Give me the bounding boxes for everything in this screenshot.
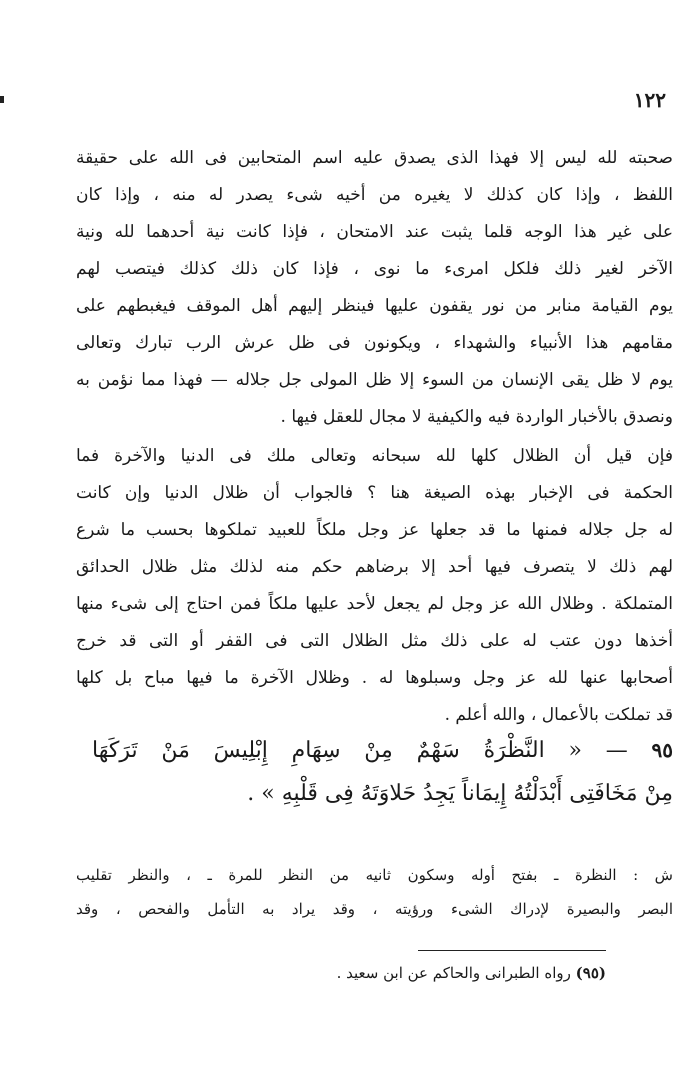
text-line: المتملكة . وظلال الله عز وجل لم يجعل لأحد عليها ملكاً فمن احتاج إلى شىء منها (76, 594, 673, 614)
text-line: اللفظ ، وإذا كان كذلك لا يغيره من أخيه شىء يصدر له منه ، وإذا كان (76, 185, 673, 205)
page-number: ١٢٢ (633, 88, 666, 112)
text-line: الحكمة فى الإخبار بهذه الصيغة هنا ؟ فالجواب أن ظلال الدنيا وإن كانت (76, 483, 673, 503)
text-line: قد تملكت بالأعمال ، والله أعلم . (444, 705, 673, 725)
text-line: صحبته لله ليس إلا فهذا الذى يصدق عليه اسم المتحابين فى الله على حقيقة (76, 148, 673, 168)
text-line: مقامهم هذا الأنبياء والشهداء ، ويكونون فى ظل عرش الرب تبارك وتعالى (76, 333, 673, 353)
text-line: يوم لا ظل يقى الإنسان من السوء إلا ظل المولى جل جلاله — فهذا مما نؤمن به (76, 370, 673, 390)
text-line: على غير هذا الوجه قلما يثبت عند الامتحان ، فإذا كانت نية أحدهما لله ونية (76, 222, 673, 242)
commentary-paragraph (76, 858, 673, 926)
text-line: ونصدق بالأخبار الواردة فيه والكيفية لا مجال للعقل فيها . (280, 407, 673, 427)
hadith-line-1-text: — « النَّظْرَةُ سَهْمٌ مِنْ سِهَامِ إِبْلِيسَ مَنْ تَرَكَهَا (92, 738, 628, 763)
text-line: لهم ذلك لا يتصرف فيها أحد إلا برضاهم حكم منه لذلك مثل ظلال الحدائق (76, 557, 673, 577)
text-line: له جل جلاله فمنها ما قد جعلها عز وجل ملكاً للعبيد تملكوها بحسب ما شرع (76, 520, 673, 540)
hadith-line-1 (92, 728, 673, 772)
text-line: ش : النظرة ـ بفتح أوله وسكون ثانيه من النظر للمرة ـ ، والنظر تقليب (76, 866, 673, 884)
text-line: أصحابها عنها لله عز وجل وسبلوها له . وظلال الآخرة ما فيها مباح بل كلها (76, 668, 673, 688)
paragraph-1 (76, 140, 673, 436)
text-line: الآخر لغير ذلك فلكل امرىء ما نوى ، فإذا كان ذلك كذلك فيتصب لهم (76, 259, 673, 279)
paragraph-2 (76, 438, 673, 734)
footnote (200, 960, 606, 986)
text-line: فإن قيل أن الظلال كلها لله سبحانه وتعالى ملك فى الدنيا والآخرة فما (76, 446, 673, 466)
text-line: أخذها دون عتب له على ذلك مثل الظلال التى فى القفر أو التى قد خرج (76, 631, 673, 651)
page-edge-mark (0, 96, 4, 103)
footnote-text: رواه الطبرانى والحاكم عن ابن سعيد . (336, 964, 571, 982)
footnote-number: (٩٥) (575, 964, 606, 982)
footnote-divider (418, 950, 606, 951)
hadith-line-2: مِنْ مَخَافَتِى أَبْدَلْتُهُ إِيمَاناً يَجِدُ حَلاوَتَهُ فِى قَلْبِهِ » . (247, 781, 673, 806)
text-line: يوم القيامة منابر من نور يقفون عليها فينظر إليهم أهل الموقف فيغبطهم على (76, 296, 673, 316)
text-line: البصر والبصيرة لإدراك الشىء ورؤيته ، وقد يراد به التأمل والفحص ، وقد (76, 900, 673, 918)
hadith-number: ٩٥ (651, 738, 673, 762)
hadith-text (92, 728, 673, 816)
